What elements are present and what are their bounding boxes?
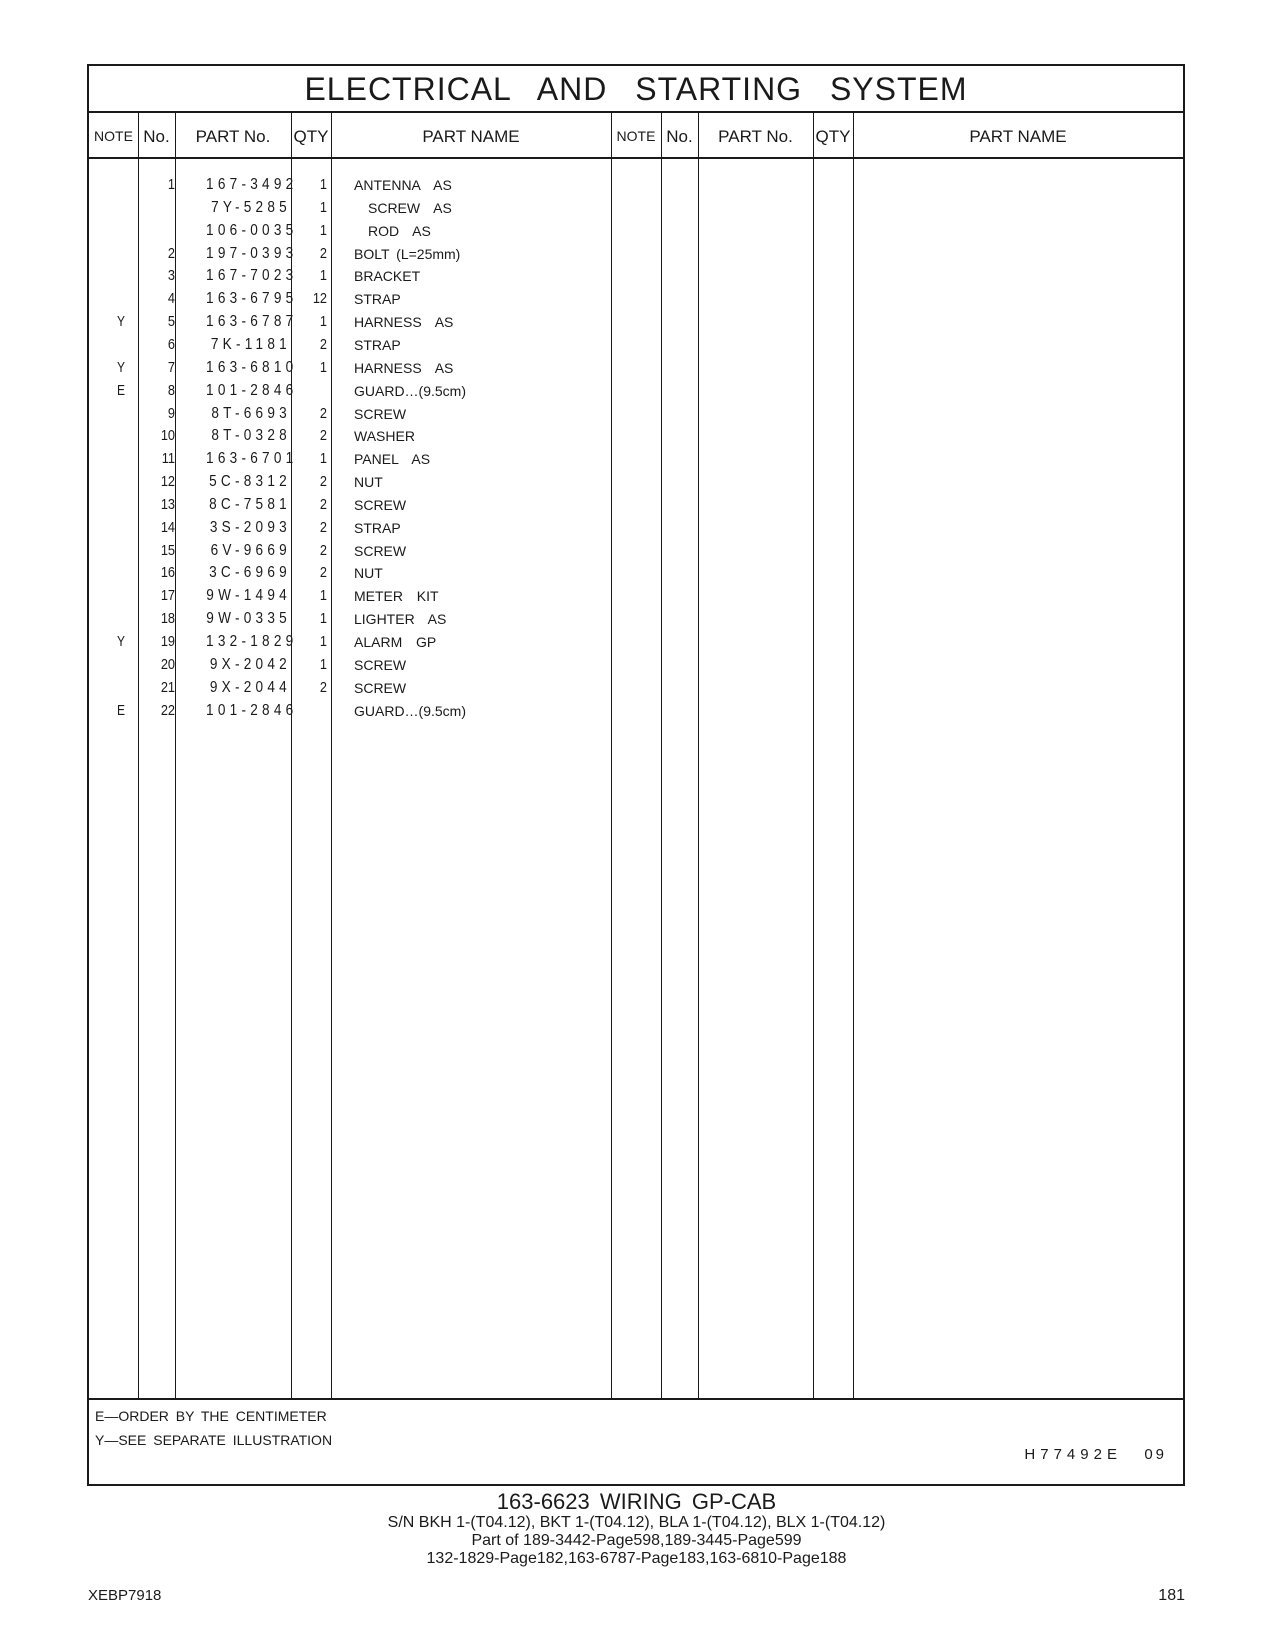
header-note: NOTE [94,128,133,144]
part-name-cell: PANEL AS [354,451,431,468]
part-name-cell: STRAP [354,336,401,353]
body-bottom-divider [89,1398,1183,1400]
part-number-cell: 3S-2093 [209,518,291,536]
part-name-cell: METER KIT [354,588,439,605]
table-row [89,700,629,722]
table-row [89,311,629,333]
part-name-cell: NUT [354,474,383,491]
header-no: No. [143,127,170,146]
table-row [89,562,629,584]
part-number-cell: 5C-8312 [209,473,291,491]
item-number-cell: 8 [167,381,175,399]
item-number-cell: 1 [167,176,175,193]
part-name-cell: SCREW [354,679,407,696]
part-number-cell: 8T-0328 [211,427,291,445]
item-number-cell: 16 [160,564,175,582]
part-name-cell: SCREW [354,656,407,673]
quantity-cell: 2 [319,678,327,696]
legend-y: Y—SEE SEPARATE ILLUSTRATION [95,1432,333,1448]
item-number-cell: 12 [160,473,175,491]
part-name-cell: SCREW [354,542,407,559]
part-name-cell: BOLT (L=25mm) [354,245,461,262]
part-number-cell: 106-0035 [206,221,298,239]
item-number-cell: 6 [167,335,175,353]
table-row [89,608,629,630]
group-title: 163-6623 WIRING GP-CAB [496,1489,777,1514]
part-number-cell: 163-6787 [206,313,298,331]
quantity-cell: 2 [319,244,327,262]
item-number-cell: 4 [167,290,175,308]
col-divider-note-right [661,111,662,1399]
item-number-cell: 10 [160,427,175,445]
item-number-cell: 20 [160,655,175,673]
part-number-cell: 163-6810 [206,358,298,376]
table-row [89,380,629,402]
table-row [89,448,629,470]
item-number-cell: 7 [167,358,175,376]
part-number-cell: 7Y-5285 [211,198,291,216]
part-name-cell: HARNESS AS [354,359,454,376]
quantity-cell: 1 [319,176,327,193]
part-number-cell: 9W-0335 [206,610,291,628]
item-number-cell: 21 [160,678,175,696]
table-row [89,517,629,539]
note-cell: Y [116,358,125,376]
quantity-cell: 2 [319,541,327,559]
part-name-cell: SCREW AS [368,199,452,216]
header-qty: QTY [293,127,329,146]
col-divider-partno-right [813,111,814,1399]
item-number-cell: 14 [160,518,175,536]
quantity-cell: 2 [319,564,327,582]
item-number-cell: 9 [167,404,175,422]
part-name-cell: BRACKET [354,268,421,285]
page-number: 181 [1158,1587,1185,1604]
header-qty-right: QTY [815,127,851,146]
part-name-cell: LIGHTER AS [354,611,447,628]
item-number-cell: 2 [167,244,175,262]
quantity-cell: 1 [319,610,327,628]
table-row [89,425,629,447]
table-row [89,288,629,310]
table-row [89,197,629,219]
header-part-name-right: PART NAME [969,127,1067,146]
note-cell: E [116,701,125,719]
note-cell: Y [116,633,125,650]
item-number-cell: 19 [160,633,175,650]
table-row [89,540,629,562]
quantity-cell: 1 [319,313,327,331]
quantity-cell: 2 [319,427,327,445]
item-number-cell: 13 [160,495,175,513]
part-number-cell: 9X-2042 [209,655,291,673]
part-name-cell: ALARM GP [354,634,437,650]
quantity-cell: 1 [319,655,327,673]
part-number-cell: 7K-1181 [210,335,291,353]
table-row [89,585,629,607]
part-number-cell: 132-1829 [206,633,298,650]
header-part-no: PART No. [195,127,271,146]
part-number-cell: 101-2846 [206,381,298,399]
illustration-reference [1024,1446,1167,1463]
quantity-cell: 2 [319,518,327,536]
item-number-cell: 15 [160,541,175,559]
quantity-cell: 1 [319,198,327,216]
part-name-cell: SCREW [354,496,407,513]
quantity-cell: 1 [319,221,327,239]
serial-line: S/N BKH 1-(T04.12), BKT 1-(T04.12), BLA 1-(T04.12), BLX 1-(T04.12) [387,1514,886,1531]
table-row [89,243,629,265]
item-number-cell: 11 [161,450,175,468]
part-number-cell: 6V-9669 [210,541,291,559]
header-part-name: PART NAME [422,127,520,146]
part-number-cell: 197-0393 [206,244,298,262]
part-number-cell: 9W-1494 [206,587,291,605]
part-name-cell: ANTENNA AS [354,177,452,193]
table-row [89,334,629,356]
part-name-cell: STRAP [354,291,401,308]
header-no-right: No. [666,127,693,146]
header-part-no-right: PART No. [718,127,793,146]
parts-table-frame [87,64,1185,1486]
part-number-cell: 9X-2044 [209,678,291,696]
table-row [89,631,629,653]
part-number-cell: 8C-7581 [209,495,291,513]
quantity-cell: 12 [312,290,327,308]
page-references-line: 132-1829-Page182,163-6787-Page183,163-6810-Page188 [426,1550,847,1567]
quantity-cell: 1 [319,587,327,605]
part-name-cell: SCREW [354,405,407,422]
quantity-cell: 1 [319,450,327,468]
part-name-cell: HARNESS AS [354,314,454,331]
table-row [89,471,629,493]
table-row [89,654,629,676]
part-name-cell: GUARD…(9.5cm) [354,382,467,399]
table-row [89,265,629,287]
table-row [89,677,629,699]
part-number-cell: 8T-6693 [211,404,291,422]
part-name-cell: WASHER [354,428,415,445]
part-number-cell: 163-6795 [206,290,298,308]
quantity-cell: 2 [319,473,327,491]
part-number-cell: 167-7023 [206,267,298,285]
table-row [89,403,629,425]
quantity-cell: 1 [319,633,327,650]
table-row [89,220,629,242]
legend-e: E—ORDER BY THE CENTIMETER [95,1408,327,1424]
item-number-cell: 22 [160,701,175,719]
part-name-cell: NUT [354,565,383,582]
part-number-cell: 163-6701 [206,450,298,468]
part-number-cell: 167-3492 [206,176,298,193]
item-number-cell: 3 [167,267,175,285]
table-row [89,494,629,516]
table-row [89,357,629,379]
document-number: XEBP7918 [88,1587,162,1604]
item-number-cell: 5 [167,313,175,331]
quantity-cell: 1 [319,358,327,376]
part-of-line: Part of 189-3442-Page598,189-3445-Page599 [471,1532,802,1549]
col-divider-no-right [698,111,699,1399]
part-name-cell: ROD AS [368,222,431,239]
quantity-cell: 2 [319,495,327,513]
quantity-cell: 2 [319,335,327,353]
item-number-cell: 17 [160,587,175,605]
revision-number: 09 [1144,1446,1167,1463]
quantity-cell: 1 [319,267,327,285]
note-cell: Y [116,313,125,331]
illustration-code: H77492E [1024,1446,1122,1463]
part-number-cell: 3C-6969 [209,564,291,582]
part-name-cell: GUARD…(9.5cm) [354,702,467,719]
note-cell: E [116,381,125,399]
part-name-cell: STRAP [354,519,401,536]
table-row [89,174,629,196]
page-title: ELECTRICAL AND STARTING SYSTEM [304,71,968,107]
header-note-right: NOTE [616,128,656,144]
col-divider-qty-right [853,111,854,1399]
quantity-cell: 2 [319,404,327,422]
part-number-cell: 101-2846 [206,701,298,719]
item-number-cell: 18 [160,610,175,628]
